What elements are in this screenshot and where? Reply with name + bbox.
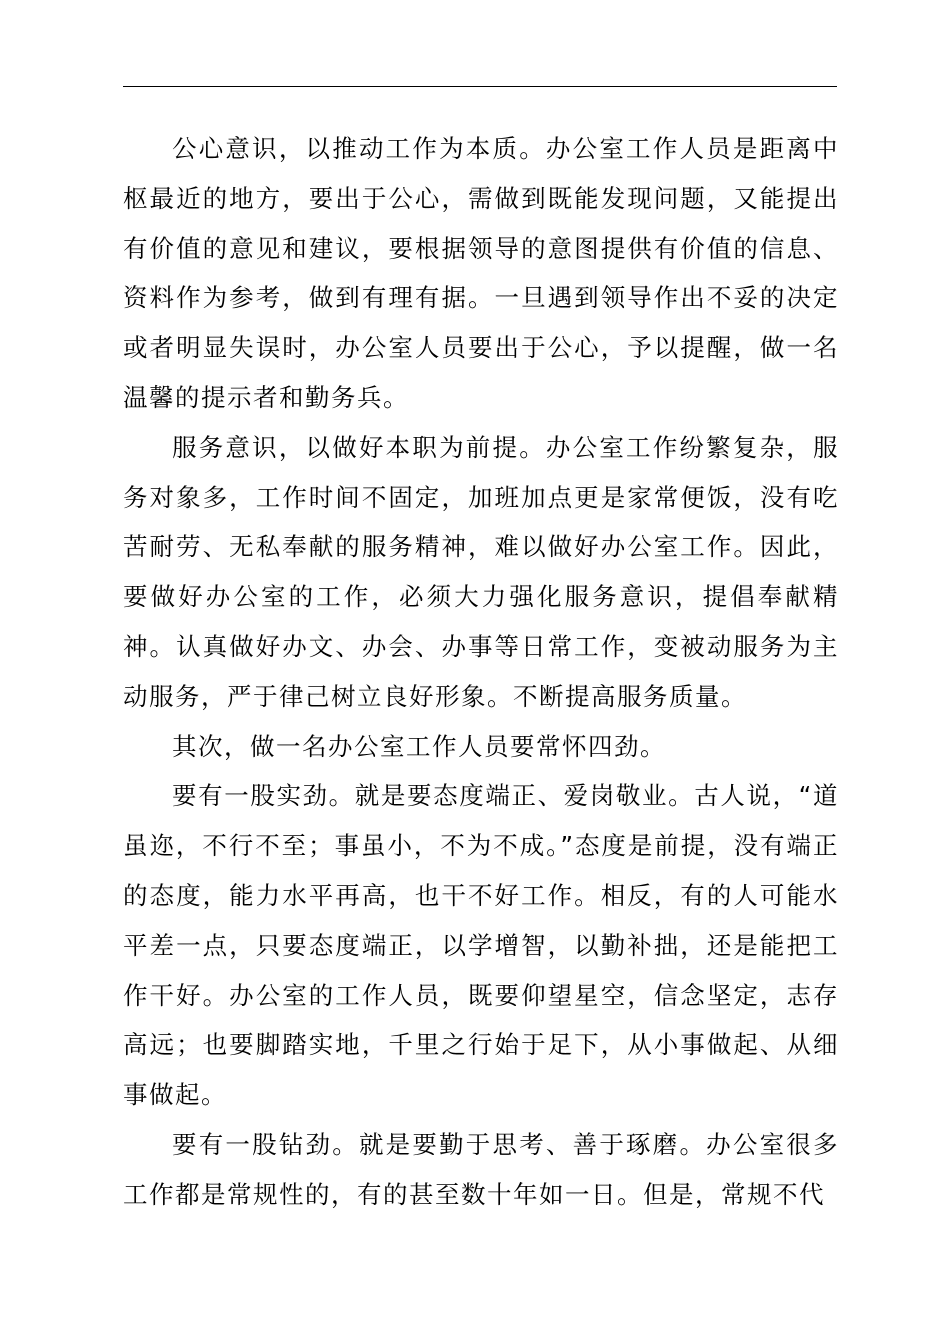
paragraph-practical-drive: 要有一股实劲。就是要态度端正、爱岗敬业。古人说，“道虽迩，不行不至；事虽小，不为不成。”态度是前提，没有端正的态度，能力水平再高，也干不好工作。相反，有的人可能水平差一点，只要态度端正，以学增智，以勤补拙，还是能把工作干好。办公室的工作人员，既要仰望星空，信念坚定，志存高远；也要脚踏实地，千里之行始于足下，从小事做起、从细事做起。: [123, 781, 839, 1110]
header-rule: [123, 86, 837, 87]
paragraph-diligent-drive: 要有一股钻劲。就是要勤于思考、善于琢磨。办公室很多工作都是常规性的，有的甚至数十年如一日。但是，常规不代: [123, 1129, 839, 1209]
document-body: [123, 124, 839, 1220]
paragraph-public-spirit: 公心意识，以推动工作为本质。办公室工作人员是距离中枢最近的地方，要出于公心，需做到既能发现问题，又能提出有价值的意见和建议，要根据领导的意图提供有价值的信息、资料作为参考，做到有理有据。一旦遇到领导作出不妥的决定或者明显失误时，办公室人员要出于公心，予以提醒，做一名温馨的提示者和勤务兵。: [123, 134, 839, 412]
paragraph-four-drives-intro: 其次，做一名办公室工作人员要常怀四劲。: [172, 731, 666, 761]
paragraph-service-awareness: 服务意识，以做好本职为前提。办公室工作纷繁复杂，服务对象多，工作时间不固定，加班加点更是家常便饭，没有吃苦耐劳、无私奉献的服务精神，难以做好办公室工作。因此，要做好办公室的工作，必须大力强化服务意识，提倡奉献精神。认真做好办文、办会、办事等日常工作，变被动服务为主动服务，严于律己树立良好形象。不断提高服务质量。: [123, 432, 839, 711]
